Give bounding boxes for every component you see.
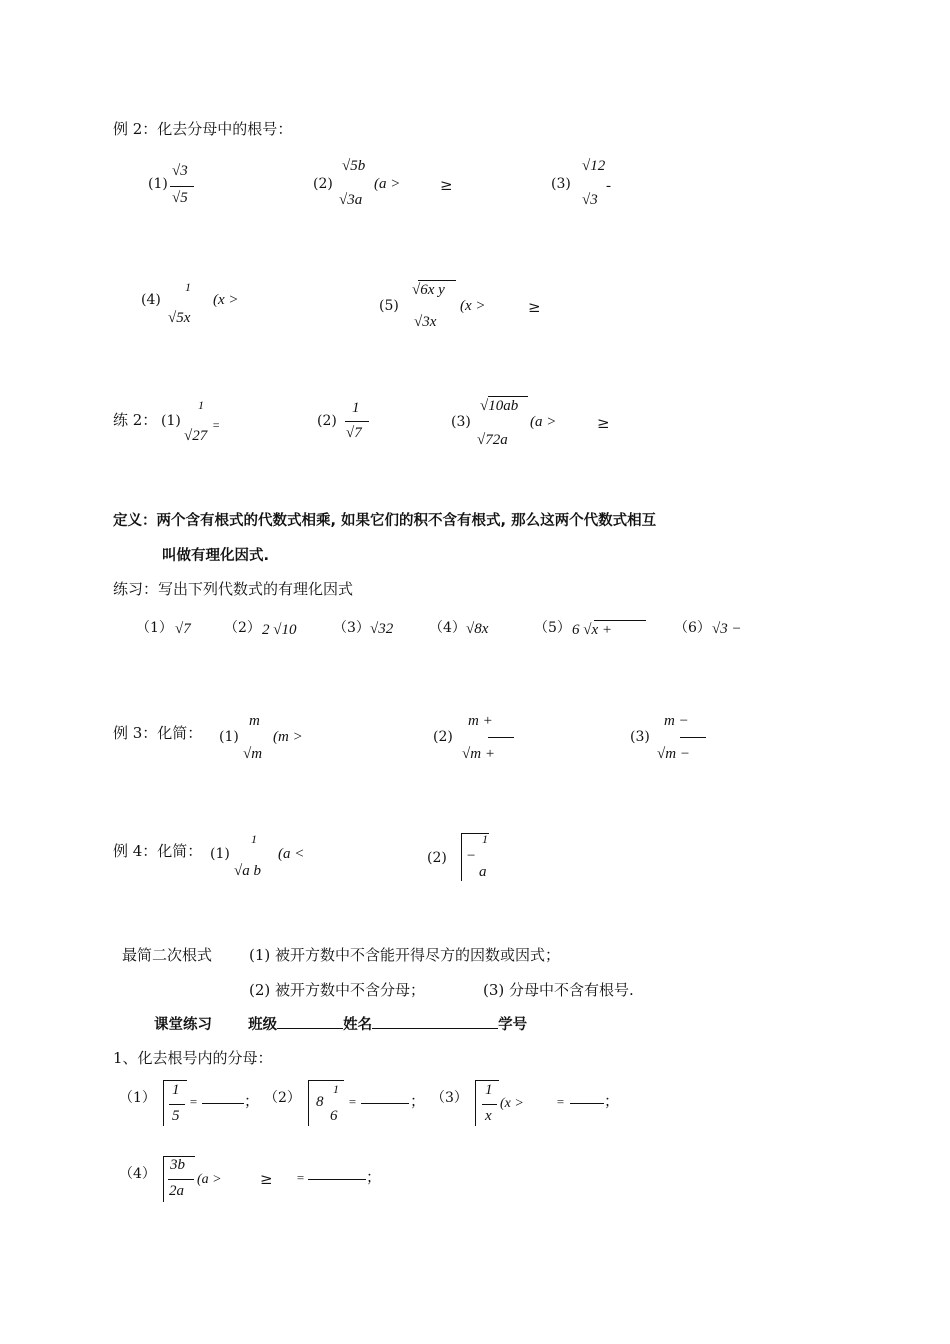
q1-item3-index: （3）: [431, 1090, 468, 1106]
ex3-item1-index: (1): [219, 729, 239, 745]
definition-line-2: 叫做有理化因式.: [162, 548, 270, 564]
radical-stem: [475, 1080, 476, 1126]
q1-item1-equals: =: [189, 1094, 198, 1109]
student-id-label: 学号: [498, 1017, 528, 1033]
q1-item4-index: （4）: [119, 1166, 156, 1182]
pr2-item3-denominator: √72a: [477, 432, 508, 448]
practice-item4-index: （4）: [429, 620, 466, 636]
question-1-heading: 1、化去根号内的分母：: [113, 1049, 273, 1067]
practice-2-heading: 练 2：: [113, 411, 158, 429]
ex4-item1-index: (1): [210, 846, 230, 862]
practice-item5-index: （5）: [534, 620, 571, 636]
ex2-item5-denominator: √3x: [414, 314, 437, 330]
ex2-item2-geq: ≥: [440, 176, 453, 194]
pr2-item3-index: (3): [451, 414, 471, 430]
ex4-item2-index: (2): [427, 850, 447, 866]
name-label: 姓名: [343, 1017, 373, 1033]
ex4-item1-condition: (a <: [278, 846, 305, 862]
q1-item4-equals: =: [296, 1170, 305, 1185]
practice-heading: 练习：写出下列代数式的有理化因式: [113, 580, 354, 598]
pr2-item2-numerator: 1: [352, 400, 360, 416]
pr2-item3-condition: (a >: [530, 414, 557, 430]
ex2-item5-index: (5): [379, 298, 399, 314]
radical-stem: [163, 1080, 164, 1126]
q1-item2-whole: 8: [316, 1094, 324, 1110]
pr2-item2-index: (2): [317, 413, 337, 429]
simplest-condition-3: (3) 分母中不含有根号.: [483, 981, 634, 999]
q1-item2-index: （2）: [264, 1090, 301, 1106]
ex4-item2-top: 1: [482, 832, 488, 846]
ex3-item1-numerator: m: [249, 713, 260, 729]
practice-item5-expr: 6 √x +: [572, 622, 613, 638]
pr2-item3-geq: ≥: [597, 414, 610, 432]
example-3-heading: 例 3：化简：: [113, 724, 203, 742]
radical-bar: [308, 1080, 344, 1081]
q1-item3-equals: =: [556, 1094, 565, 1109]
q1-item1-denominator: 5: [172, 1108, 180, 1124]
example-4-heading: 例 4：化简：: [113, 842, 203, 860]
q1-item3-condition: (x >: [500, 1096, 524, 1111]
q1-item2-separator: ；: [410, 1092, 426, 1110]
definition-line-1: 定义：两个含有根式的代数式相乘, 如果它们的积不含有根式, 那么这两个代数式相互: [113, 513, 657, 529]
q1-item2-numerator: 1: [333, 1082, 339, 1096]
ex3-item3-index: (3): [630, 729, 650, 745]
ex2-item3-denominator: √3: [582, 192, 598, 208]
classwork-header: [154, 1013, 527, 1034]
ex4-item2-bottom: a: [479, 864, 487, 880]
pr2-item1-numerator: 1: [198, 398, 204, 412]
q1-item1-index: （1）: [119, 1090, 156, 1106]
ex3-item1-denominator: √m: [243, 746, 263, 762]
fraction-bar: [488, 737, 514, 738]
ex2-item4-numerator: 1: [185, 280, 191, 294]
practice-item3-expr: √32: [370, 621, 394, 637]
fraction-bar: [168, 1179, 194, 1180]
q1-item1-numerator: 1: [172, 1082, 180, 1098]
q1-item4-answer-blank[interactable]: [308, 1179, 366, 1180]
ex4-item1-numerator: 1: [251, 832, 257, 846]
q1-item2-answer-blank[interactable]: [361, 1103, 409, 1104]
practice-item1-expr: √7: [175, 621, 191, 637]
q1-item4-condition: (a >: [197, 1172, 222, 1187]
q1-item2-denominator: 6: [330, 1108, 338, 1124]
simplest-condition-2: (2) 被开方数中不含分母；: [249, 981, 426, 999]
simplest-condition-1: (1) 被开方数中不含能开得尽方的因数或因式；: [249, 946, 561, 964]
radical-bar: [475, 1080, 499, 1081]
radical-bar: [163, 1080, 187, 1081]
example-2-heading: 例 2：化去分母中的根号：: [113, 120, 293, 138]
fraction-bar: [170, 186, 194, 187]
radical-stem: [461, 833, 462, 881]
ex2-item4-condition: (x >: [213, 292, 239, 308]
ex2-item4-index: (4): [141, 292, 161, 308]
practice-item6-index: （6）: [674, 620, 711, 636]
ex3-item1-condition: (m >: [273, 729, 303, 745]
ex2-item4-denominator: √5x: [168, 310, 191, 326]
radical-bar: [488, 396, 528, 397]
ex2-item3-tail: -: [606, 178, 611, 194]
pr2-item3-numerator: √10ab: [480, 398, 519, 414]
pr2-item2-denominator: √7: [346, 425, 362, 441]
ex2-item3-numerator: √12: [582, 158, 606, 174]
fraction-bar: [680, 737, 706, 738]
q1-item1-answer-blank[interactable]: [202, 1103, 244, 1104]
simplest-radical-label: 最简二次根式: [122, 946, 213, 964]
q1-item4-separator: ；: [366, 1168, 382, 1186]
q1-item1-separator: ；: [244, 1092, 260, 1110]
ex2-item2-denominator: √3a: [339, 192, 363, 208]
practice-item4-expr: √8x: [466, 621, 489, 637]
radical-bar: [418, 280, 456, 281]
q1-item3-numerator: 1: [485, 1082, 493, 1098]
radical-stem: [163, 1156, 164, 1202]
fraction-bar: [169, 1104, 185, 1105]
classwork-title: 课堂练习: [154, 1017, 212, 1033]
pr2-item1-index: (1): [161, 413, 181, 429]
ex2-item2-index: (2): [313, 176, 333, 192]
ex3-item2-numerator: m +: [468, 713, 493, 729]
ex4-item1-denominator: √a b: [234, 863, 261, 879]
ex4-item2-minus: −: [466, 848, 477, 864]
fraction-bar: [482, 1104, 497, 1105]
practice-item6-expr: √3 −: [712, 621, 742, 637]
radical-stem: [308, 1080, 309, 1126]
q1-item3-denominator: x: [485, 1108, 492, 1124]
practice-item2-expr: 2 √10: [262, 622, 297, 638]
class-label: 班级: [248, 1017, 278, 1033]
practice-item3-index: （3）: [333, 620, 370, 636]
radical-bar: [594, 620, 646, 621]
ex2-item2-numerator: √5b: [342, 158, 366, 174]
ex3-item3-denominator: √m −: [657, 746, 690, 762]
pr2-item1-tail: =: [212, 418, 221, 432]
ex3-item2-denominator: √m +: [462, 746, 495, 762]
pr2-item1-denominator: √27: [184, 428, 208, 444]
ex2-item1-denominator: √5: [172, 190, 188, 206]
ex2-item5-numerator: √6x y: [412, 282, 445, 298]
q1-item4-geq: ≥: [260, 1170, 273, 1188]
practice-item2-index: （2）: [224, 620, 261, 636]
ex3-item3-numerator: m −: [664, 713, 689, 729]
ex3-item2-index: (2): [433, 729, 453, 745]
class-field[interactable]: [277, 1014, 343, 1029]
ex2-item5-condition: (x >: [460, 298, 486, 314]
q1-item4-numerator: 3b: [170, 1157, 185, 1173]
q1-item2-equals: =: [348, 1094, 357, 1109]
practice-item1-index: （1）: [136, 620, 173, 636]
name-field[interactable]: [372, 1014, 498, 1029]
fraction-bar: [345, 421, 369, 422]
ex2-item5-geq: ≥: [528, 298, 541, 316]
ex2-item1-index: (1): [148, 176, 168, 192]
q1-item3-answer-blank[interactable]: [570, 1103, 604, 1104]
ex2-item1-numerator: √3: [172, 163, 188, 179]
q1-item3-separator: ；: [604, 1092, 620, 1110]
q1-item4-denominator: 2a: [169, 1183, 184, 1199]
ex2-item3-index: (3): [551, 176, 571, 192]
ex2-item2-condition: (a >: [374, 176, 401, 192]
